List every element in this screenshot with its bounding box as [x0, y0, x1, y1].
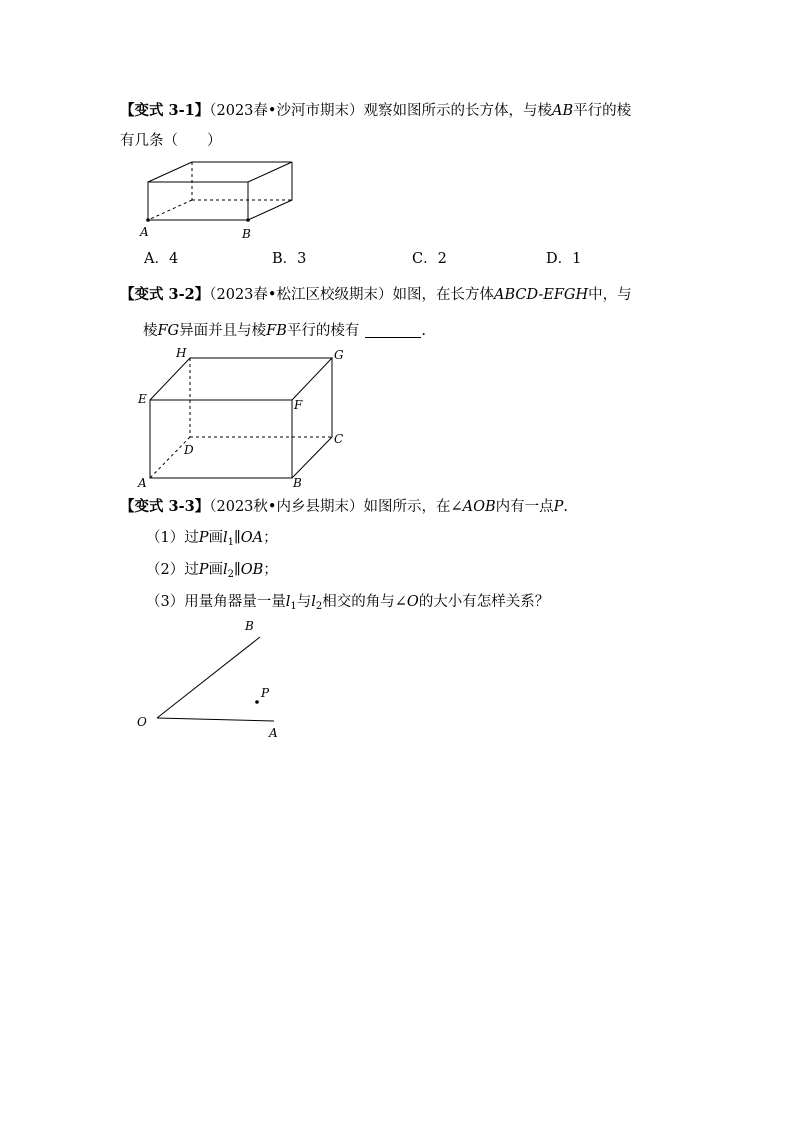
q2-edge2: FB: [266, 323, 287, 339]
q3-tag: 【变式 3-3】: [120, 498, 210, 515]
q1-text-a: 观察如图所示的长方体，与棱: [363, 103, 552, 119]
q1-text-b: 平行的棱: [573, 103, 632, 119]
q2-label-a: A: [138, 476, 147, 490]
q2-text-d: 异面并且与棱: [179, 323, 267, 339]
q3-angle: AOB: [462, 499, 496, 515]
q1-choice-d: D．1: [546, 251, 582, 267]
q2-label-f: F: [294, 398, 303, 412]
q2-solid: ABCD-EFGH: [493, 287, 589, 303]
q1-choice-b: B．3: [272, 251, 307, 267]
q2-text-a: 如图，在长方体: [392, 287, 494, 303]
q1-edge: AB: [551, 103, 574, 119]
q3-source: （2023秋•内乡县期末）: [209, 499, 364, 515]
q3-text-b: 内有一点: [495, 499, 554, 515]
q3-label-p: P: [261, 686, 270, 700]
q3-label-a: A: [269, 726, 278, 740]
q3-point: P: [553, 499, 564, 515]
q2-label-h: H: [176, 346, 187, 360]
q3-text-a: 如图所示，在∠: [363, 499, 463, 515]
q3-label-o: O: [137, 715, 147, 729]
q1-choice-c: C．2: [412, 251, 447, 267]
q1-line2: 有几条（ ）: [120, 133, 222, 149]
q1-tag: 【变式 3-1】: [120, 102, 210, 119]
q2-label-d: D: [184, 443, 194, 457]
q2-line2: 棱FG异面并且与棱FB平行的棱有 .: [143, 323, 426, 339]
q3-subquestion-3: （3）用量角器量一量$l_1$与$l_2$相交的角与∠O的大小有怎样关系？: [146, 594, 550, 612]
q2-edge1: FG: [157, 323, 180, 339]
q3-line1: 【变式 3-3】（2023秋•内乡县期末）如图所示，在∠AOB内有一点P.: [120, 498, 569, 515]
q2-label-b: B: [293, 476, 302, 490]
q2-text-c: 棱: [143, 323, 158, 339]
q1-choice-a: A．4: [144, 251, 179, 267]
q2-text-e: 平行的棱有: [286, 323, 360, 339]
q2-label-e: E: [138, 392, 147, 406]
q3-subquestion-1: （1）过P画$l_1\parallel OA$；: [146, 530, 278, 548]
q2-text-b: 中，与: [588, 287, 632, 303]
q3-label-b: B: [245, 619, 254, 633]
q1-source: （2023春•沙河市期末）: [209, 103, 364, 119]
q1-label-a: A: [140, 225, 149, 239]
q2-label-g: G: [334, 348, 344, 362]
q2-tag: 【变式 3-2】: [120, 286, 210, 303]
q2-label-c: C: [334, 432, 344, 446]
q1-label-b: B: [242, 227, 251, 241]
q2-source: （2023春•松江区校级期末）: [209, 287, 393, 303]
q3-subquestion-2: （2）过P画$l_2\parallel OB$；: [146, 562, 278, 580]
